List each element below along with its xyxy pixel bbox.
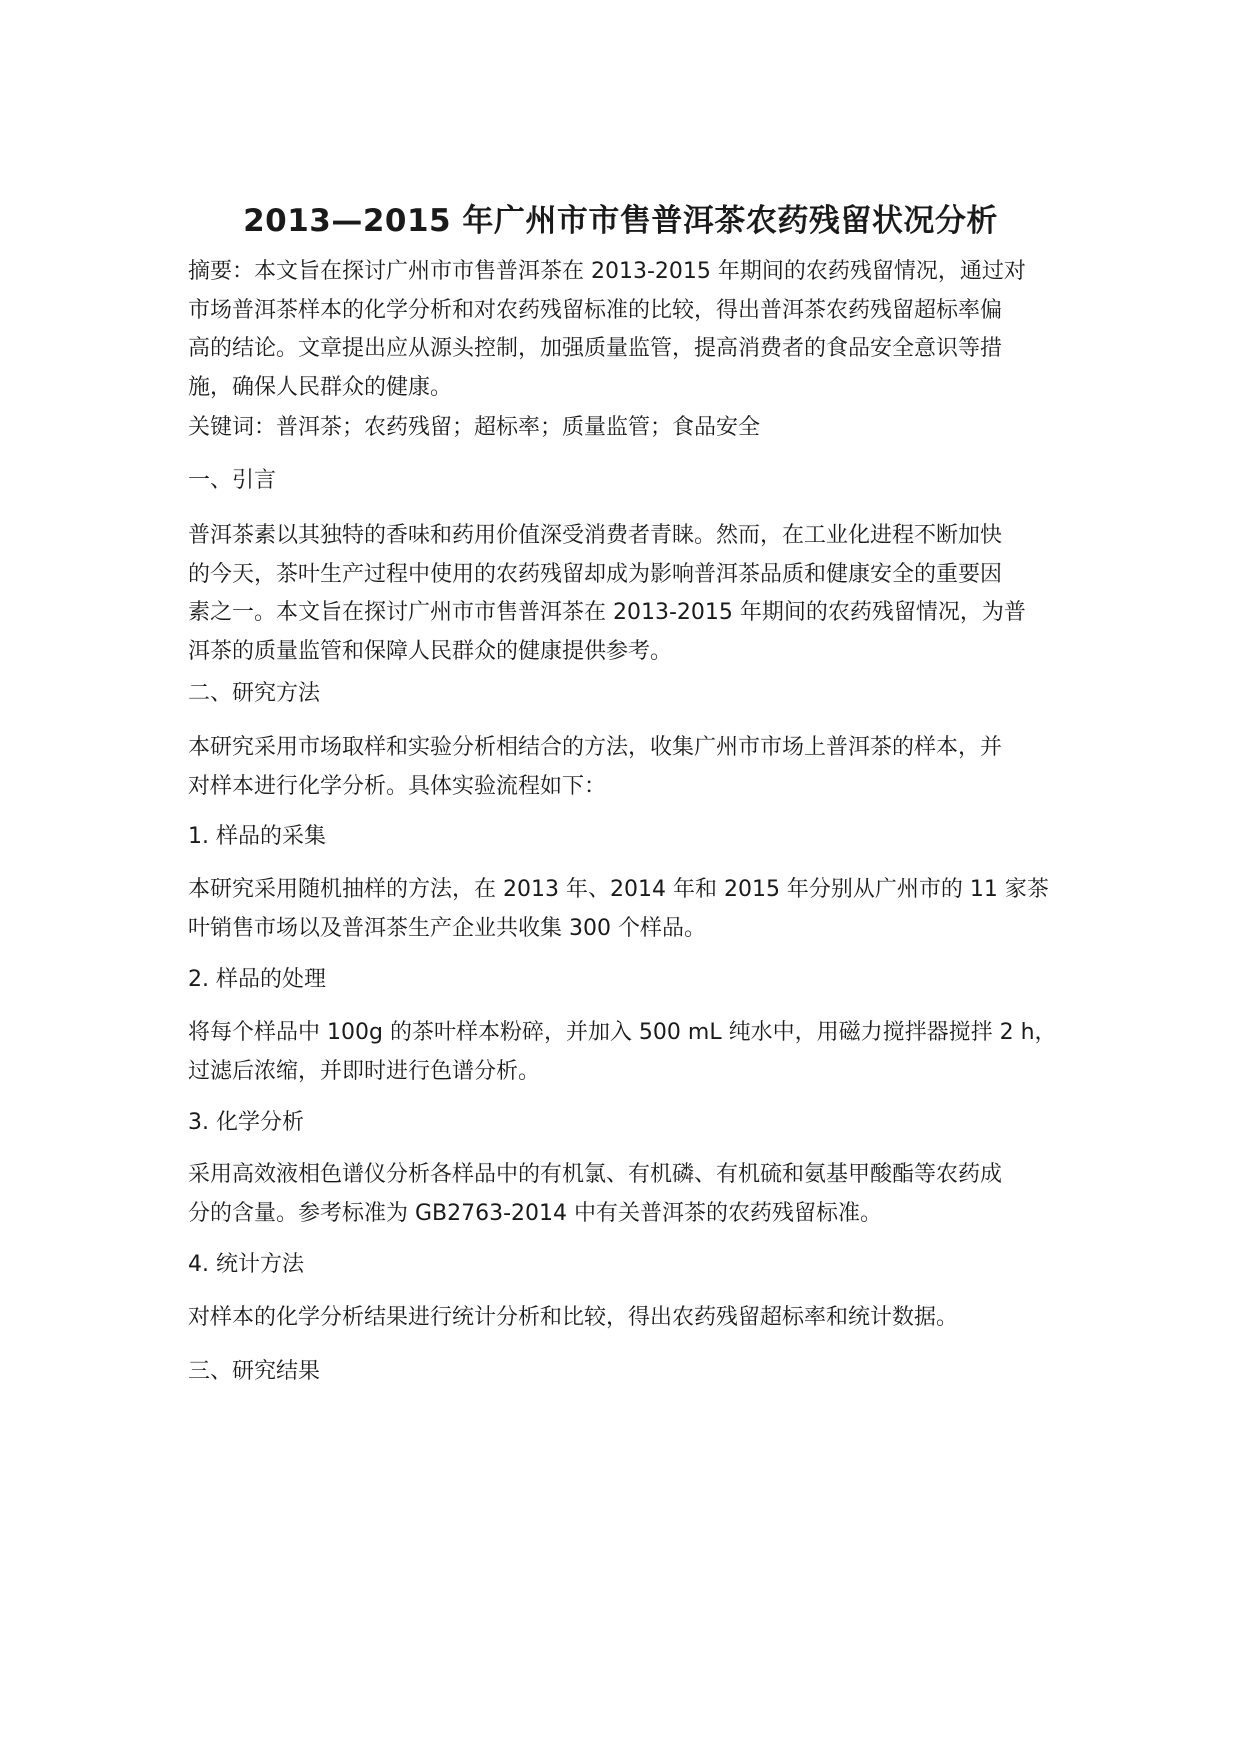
methods-paragraph bbox=[188, 729, 1078, 806]
paragraph-line: 对样本的化学分析结果进行统计分析和比较，得出农药残留超标率和统计数据。 bbox=[188, 1305, 959, 1330]
paragraph-line: 素之一。本文旨在探讨广州市市售普洱茶在 2013-2015 年期间的农药残留情况，为普 bbox=[188, 600, 1026, 625]
processing-paragraph bbox=[188, 1014, 1078, 1091]
statistics-paragraph bbox=[188, 1299, 1078, 1338]
abstract-line: 施，确保人民群众的健康。 bbox=[188, 374, 453, 400]
abstract-line: 摘要：本文旨在探讨广州市市售普洱茶在 2013-2015 年期间的农药残留情况，通过对 bbox=[188, 259, 1026, 284]
paragraph-line: 本研究采用随机抽样的方法，在 2013 年、2014 年和 2015 年分别从广州市的 11 家茶 bbox=[188, 877, 1049, 902]
paragraph-line: 对样本进行化学分析。具体实验流程如下： bbox=[188, 773, 607, 799]
section-heading-methods: 二、研究方法 bbox=[188, 681, 321, 706]
abstract-line: 高的结论。文章提出应从源头控制，加强质量监管，提高消费者的食品安全意识等措 bbox=[188, 336, 1003, 361]
keywords-line: 关键词：普洱茶；农药残留；超标率；质量监管；食品安全 bbox=[188, 415, 761, 440]
subsection-heading-processing: 2. 样品的处理 bbox=[188, 967, 326, 992]
introduction-paragraph bbox=[188, 517, 1078, 671]
paragraph-line: 将每个样品中 100g 的茶叶样本粉碎，并加入 500 mL 纯水中，用磁力搅拌器搅拌 2 h， bbox=[188, 1020, 1057, 1045]
chemical-analysis-paragraph bbox=[188, 1156, 1078, 1233]
paragraph-line: 本研究采用市场取样和实验分析相结合的方法，收集广州市市场上普洱茶的样本，并 bbox=[188, 735, 1003, 760]
paragraph-line: 的今天，茶叶生产过程中使用的农药残留却成为影响普洱茶品质和健康安全的重要因 bbox=[188, 561, 1003, 587]
abstract-paragraph bbox=[188, 253, 1078, 407]
sampling-paragraph bbox=[188, 871, 1078, 948]
paragraph-line: 过滤后浓缩，并即时进行色谱分析。 bbox=[188, 1058, 541, 1084]
section-heading-results: 三、研究结果 bbox=[188, 1359, 321, 1384]
paragraph-line: 分的含量。参考标准为 GB2763-2014 中有关普洱茶的农药残留标准。 bbox=[188, 1200, 883, 1226]
document-title: 2013—2015 年广州市市售普洱茶农药残留状况分析 bbox=[243, 202, 998, 239]
section-heading-introduction: 一、引言 bbox=[188, 468, 277, 493]
paragraph-line: 叶销售市场以及普洱茶生产企业共收集 300 个样品。 bbox=[188, 915, 706, 941]
paragraph-line: 洱茶的质量监管和保障人民群众的健康提供参考。 bbox=[188, 638, 673, 664]
paragraph-line: 采用高效液相色谱仪分析各样品中的有机氯、有机磷、有机硫和氨基甲酸酯等农药成 bbox=[188, 1162, 1003, 1187]
abstract-line: 市场普洱茶样本的化学分析和对农药残留标准的比较，得出普洱茶农药残留超标率偏 bbox=[188, 297, 1003, 323]
subsection-heading-sampling: 1. 样品的采集 bbox=[188, 824, 326, 849]
subsection-heading-statistics: 4. 统计方法 bbox=[188, 1252, 304, 1277]
paragraph-line: 普洱茶素以其独特的香味和药用价值深受消费者青睐。然而，在工业化进程不断加快 bbox=[188, 523, 1003, 548]
subsection-heading-chemical-analysis: 3. 化学分析 bbox=[188, 1110, 304, 1135]
